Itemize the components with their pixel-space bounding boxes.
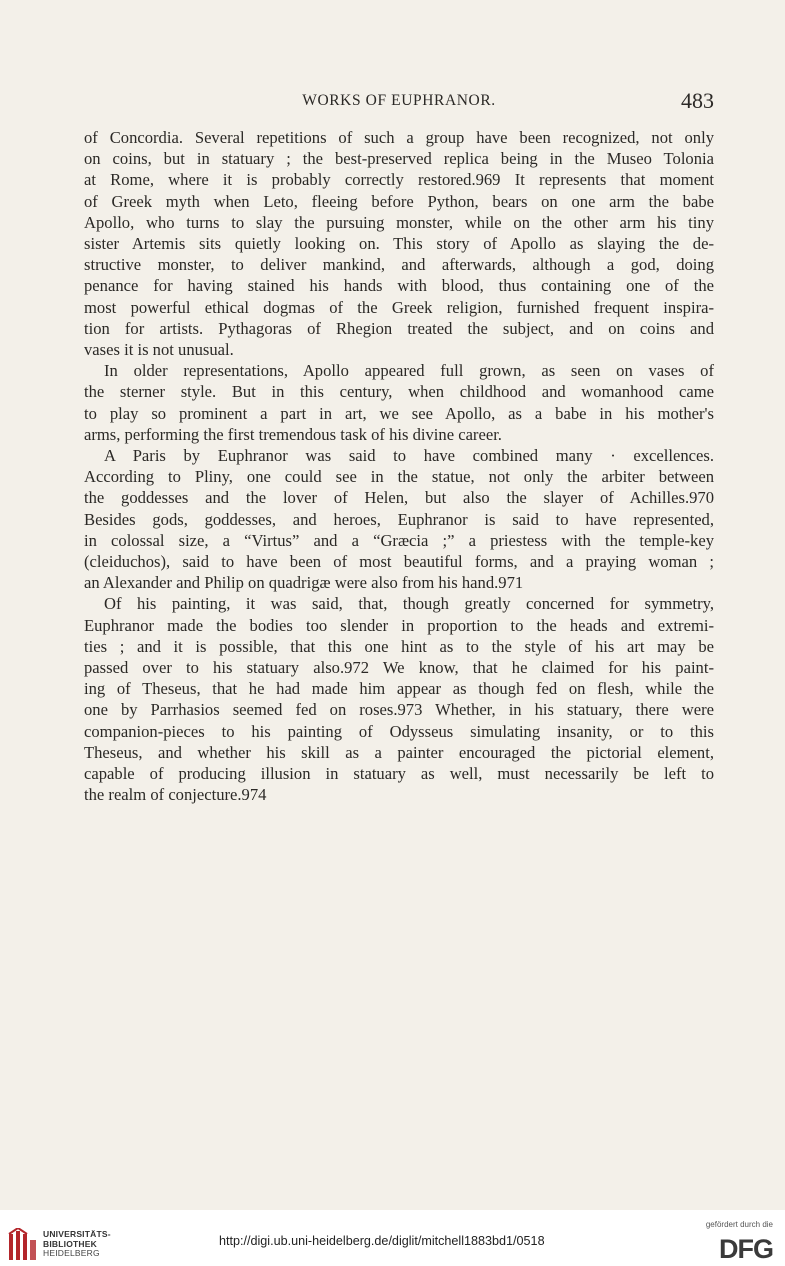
text-line: most powerful ethical dogmas of the Greek religion, furnished frequent inspira- bbox=[84, 297, 714, 317]
text-line: penance for having stained his hands with blood, thus containing one of the bbox=[84, 276, 714, 296]
text-line: structive monster, to deliver mankind, and afterwards, although a god, doing bbox=[84, 255, 714, 275]
text-line: of Greek myth when Leto, fleeing before Python, bears on one arm the babe bbox=[84, 191, 714, 211]
text-line: companion-pieces to his painting of Odysseus simulating insanity, or to this bbox=[84, 721, 714, 741]
funded-by-label: gefördert durch die bbox=[705, 1220, 773, 1229]
page-number: 483 bbox=[681, 88, 714, 113]
permalink-url[interactable]: http://digi.ub.uni-heidelberg.de/diglit/mitchell1883bd1/0518 bbox=[219, 1234, 545, 1248]
text-line: an Alexander and Philip on quadrigæ were also from his hand.971 bbox=[84, 573, 524, 593]
digitization-footer bbox=[0, 1210, 785, 1266]
text-line: vases it is not unusual. bbox=[84, 340, 234, 360]
text-line: the goddesses and the lover of Helen, but also the slayer of Achilles.970 bbox=[84, 488, 714, 508]
text-line: of Concordia. Several repetitions of such a group have been recognized, not only bbox=[84, 128, 714, 147]
paragraph-3 bbox=[84, 445, 714, 593]
paragraph-2 bbox=[84, 360, 714, 445]
text-line: Apollo, who turns to slay the pursuing monster, while on the other arm his tiny bbox=[84, 212, 714, 232]
text-line: In older representations, Apollo appeared full grown, as seen on vases of bbox=[104, 361, 714, 381]
text-line: passed over to his statuary also.972 We know, that he claimed for his paint- bbox=[84, 658, 714, 678]
body-text bbox=[84, 127, 714, 806]
text-line: A Paris by Euphranor was said to have combined many · excellences. bbox=[104, 446, 714, 466]
text-line: Of his painting, it was said, that, though greatly concerned for symmetry, bbox=[104, 594, 714, 614]
text-line: arms, performing the first tremendous task of his divine career. bbox=[84, 424, 502, 444]
text-line: tion for artists. Pythagoras of Rhegion treated the subject, and on coins and bbox=[84, 318, 714, 338]
text-line: at Rome, where it is probably correctly restored.969 It represents that moment bbox=[84, 170, 714, 190]
text-line: the realm of conjecture.974 bbox=[84, 785, 267, 805]
library-name-line: UNIVERSITÄTS- bbox=[43, 1229, 111, 1239]
text-line: (cleiduchos), said to have been of most beautiful forms, and a praying woman ; bbox=[84, 552, 714, 572]
paragraph-4 bbox=[84, 593, 714, 805]
library-name bbox=[43, 1230, 111, 1259]
university-library-logo-icon bbox=[8, 1228, 38, 1262]
text-line: sister Artemis sits quietly looking on. This story of Apollo as slaying the de- bbox=[84, 234, 714, 254]
text-line: one by Parrhasios seemed fed on roses.973 Whether, in his statuary, there were bbox=[84, 700, 714, 720]
text-line: on coins, but in statuary ; the best-preserved replica being in the Museo Tolonia bbox=[84, 149, 714, 169]
library-name-line: BIBLIOTHEK bbox=[43, 1238, 97, 1249]
text-line: in colossal size, a “Virtus” and a “Græcia ;” a priestess with the temple-key bbox=[84, 530, 714, 550]
library-name-line: HEIDELBERG bbox=[43, 1248, 100, 1258]
text-line: ing of Theseus, that he had made him appear as though fed on flesh, while the bbox=[84, 679, 714, 699]
text-line: Theseus, and whether his skill as a painter encouraged the pictorial element, bbox=[84, 742, 714, 762]
text-line: Besides gods, goddesses, and heroes, Euphranor is said to have represented, bbox=[84, 509, 714, 529]
text-line: the sterner style. But in this century, when childhood and womanhood came bbox=[84, 382, 714, 402]
text-line: According to Pliny, one could see in the statue, not only the arbiter between bbox=[84, 467, 714, 487]
text-line: Euphranor made the bodies too slender in proportion to the heads and extremi- bbox=[84, 615, 714, 635]
running-head bbox=[84, 90, 714, 116]
paragraph-1 bbox=[84, 127, 714, 360]
text-line: ties ; and it is possible, that this one hint as to the style of his art may be bbox=[84, 636, 714, 656]
dfg-logo: DFG bbox=[719, 1234, 773, 1264]
running-title: WORKS OF EUPHRANOR. bbox=[302, 92, 496, 109]
text-line: to play so prominent a part in art, we see Apollo, as a babe in his mother's bbox=[84, 403, 714, 423]
text-line: capable of producing illusion in statuary as well, must necessarily be left to bbox=[84, 764, 714, 784]
